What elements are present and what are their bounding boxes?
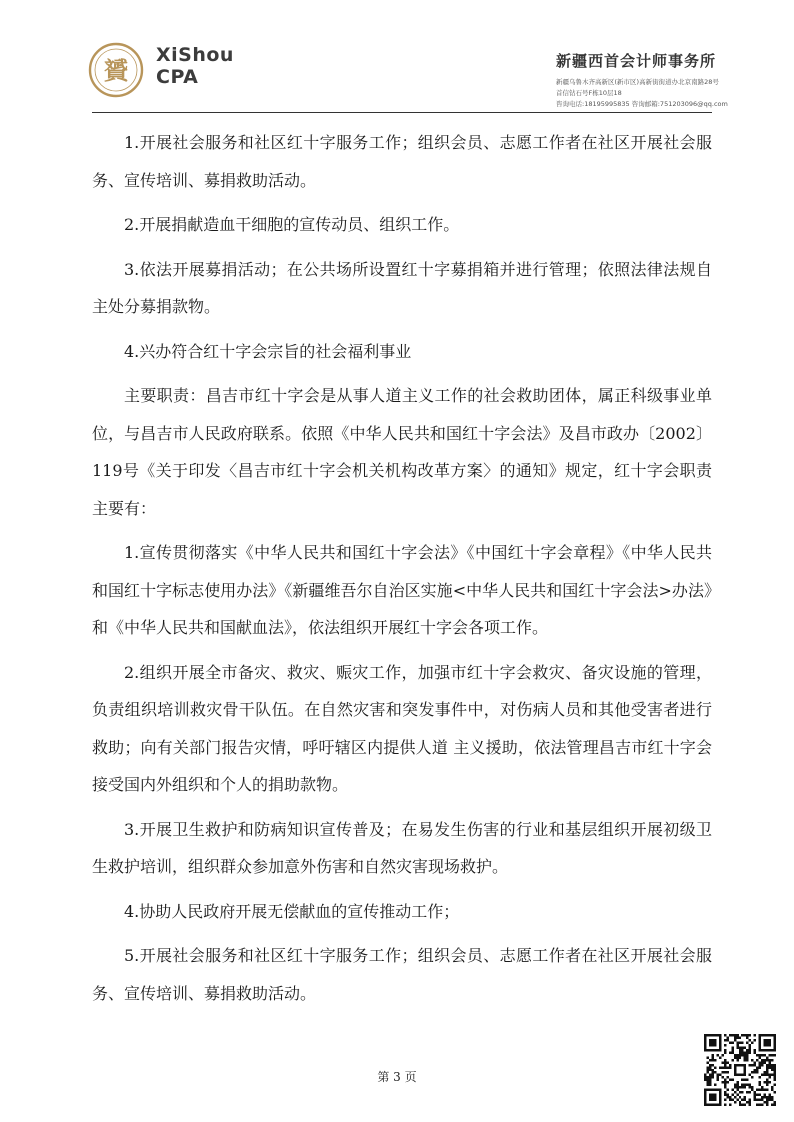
paragraph: 主要职责：昌吉市红十字会是从事人道主义工作的社会救助团体，属正科级事业单位，与昌吉市人民政府联系。依照《中华人民共和国红十字会法》及昌市政办〔2002〕119号《关于印发〈昌吉市红十字会机关机构改革方案〉的通知》规定，红十字会职责主要有：: [92, 386, 712, 518]
document-body: [92, 124, 712, 1019]
paragraph: 2.开展捐献造血干细胞的宣传动员、组织工作。: [124, 215, 460, 234]
qr-code-icon: [704, 1034, 776, 1106]
firm-address-line-2: 首信钻石号F栋10层18: [556, 89, 622, 97]
paragraph: 1.开展社会服务和社区红十字服务工作；组织会员、志愿工作者在社区开展社会服务、宣传培训、募捐救助活动。: [92, 133, 712, 190]
svg-text:贇: 贇: [104, 56, 128, 85]
brand-name: [156, 44, 234, 88]
header-divider: [92, 112, 712, 113]
paragraph: 4.兴办符合红十字会宗旨的社会福利事业: [124, 341, 412, 361]
logo-seal-icon: [88, 42, 144, 98]
paragraph: 5.开展社会服务和社区红十字服务工作；组织会员、志愿工作者在社区开展社会服务、宣传培训、募捐救助活动。: [92, 946, 712, 1003]
firm-address-line-1: 新疆乌鲁木齐高新区(新市区)高新街街道办北京南路28号: [556, 78, 719, 86]
paragraph: 3.依法开展募捐活动；在公共场所设置红十字募捐箱并进行管理；依照法律法规自主处分募捐款物。: [92, 259, 712, 316]
page-number: 第 3 页: [377, 1070, 417, 1084]
firm-name: 新疆西首会计师事务所: [556, 52, 717, 70]
firm-logo-seal: [88, 42, 144, 98]
paragraph: 3.开展卫生救护和防病知识宣传普及；在易发生伤害的行业和基层组织开展初级卫生救护培训，组织群众参加意外伤害和自然灾害现场救护。: [92, 819, 712, 876]
brand-line-2: CPA: [156, 66, 199, 88]
paragraph: 2.组织开展全市备灾、救灾、赈灾工作，加强市红十字会救灾、备灾设施的管理，负责组织培训救灾骨干队伍。在自然灾害和突发事件中，对伤病人员和其他受害者进行救助；向有关部门报告灾情，呼吁辖区内提供人道 主义援助，依法管理昌吉市红十字会接受国内外组织和个人的捐助款物。: [92, 662, 712, 794]
firm-contact-line: 咨询电话:18195995835 咨询邮箱:751203096@qq.com: [556, 100, 728, 108]
brand-line-1: XiShou: [156, 44, 234, 66]
paragraph: 4.协助人民政府开展无偿献血的宣传推动工作；: [124, 901, 460, 921]
paragraph: 1.宣传贯彻落实《中华人民共和国红十字会法》《中国红十字会章程》《中华人民共和国红十字标志使用办法》《新疆维吾尔自治区实施<中华人民共和国红十字会法>办法》和《中华人民共和国献血法》，依法组织开展红十字会各项工作。: [92, 543, 712, 637]
firm-info: [556, 50, 736, 110]
